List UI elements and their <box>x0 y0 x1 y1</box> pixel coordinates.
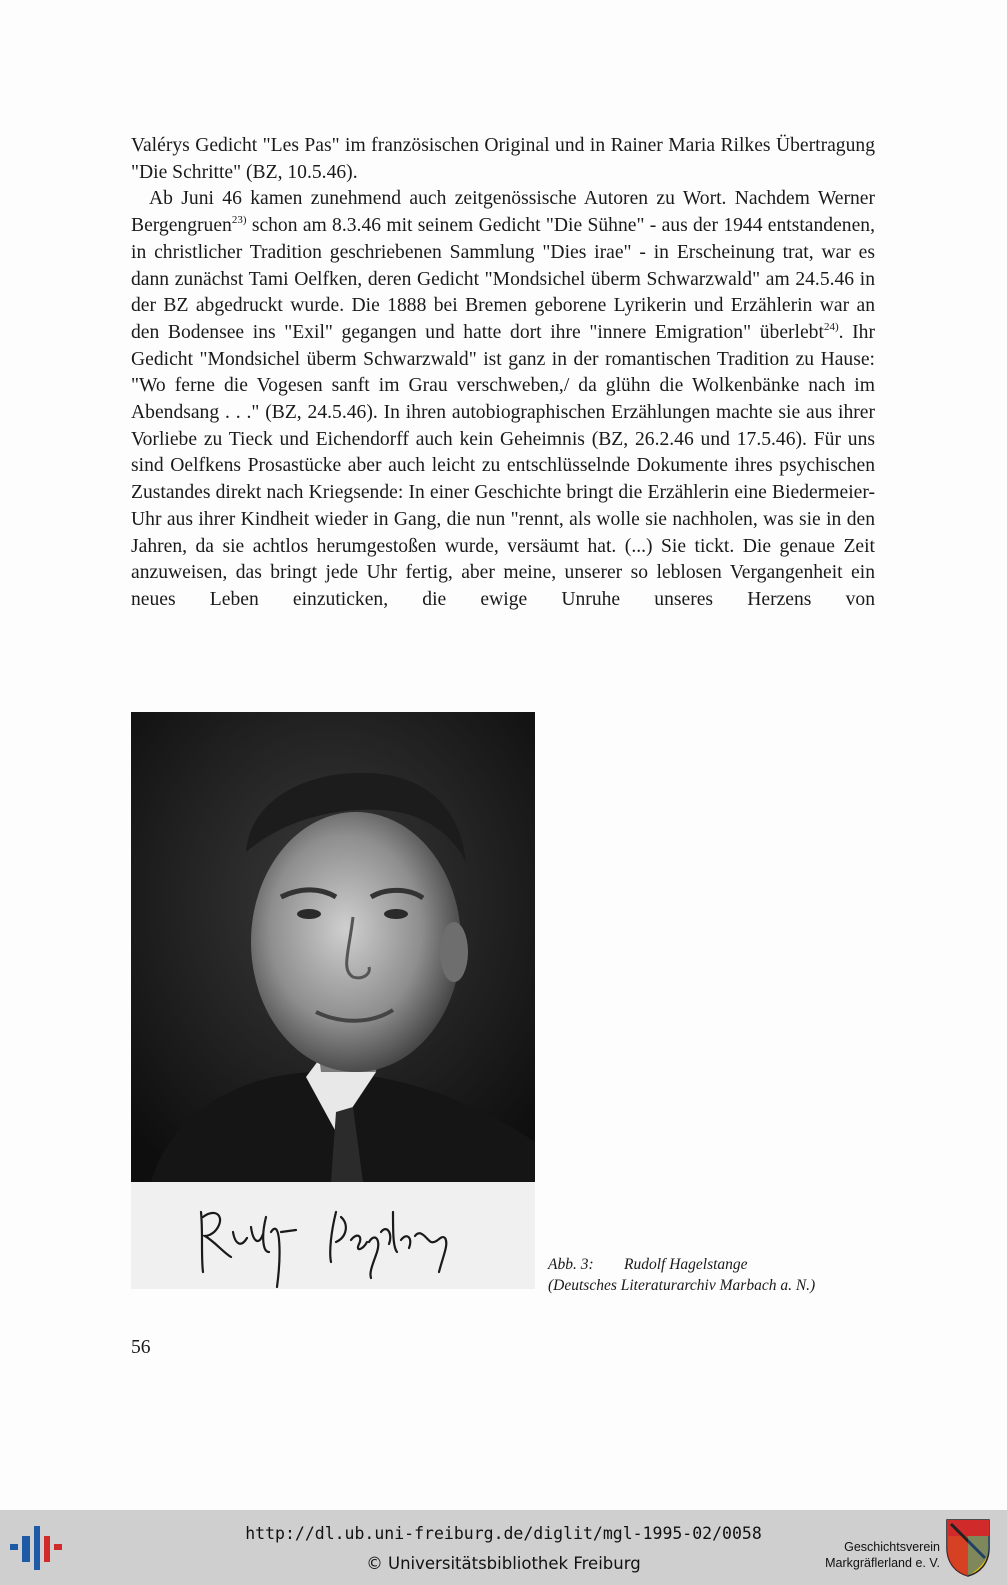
caption-line-1 <box>548 1254 878 1275</box>
coat-of-arms-icon <box>945 1518 991 1578</box>
portrait-photo <box>131 712 535 1289</box>
footnote-marker-24[interactable]: 24) <box>823 320 839 333</box>
document-url-link[interactable]: http://dl.ub.uni-freiburg.de/diglit/mgl-1995-02/0058 <box>245 1524 762 1543</box>
footnote-marker-23[interactable]: 23) <box>231 214 247 227</box>
figure-label: Abb. 3: <box>548 1256 594 1273</box>
figure-name: Rudolf Hagelstange <box>624 1256 748 1273</box>
paragraph-2-part-3: . Ihr Gedicht "Mondsichel überm Schwarzwald" ist ganz in der romantischen Tradition zu Hause: "Wo ferne die Vogesen sanft im Grau verschweben,/ da glühn die Wolkenbänke nach im Abendsang . . ." (BZ, 24.5.46). In ihren autobiographischen Erzählungen machte sie aus ihrer Vorliebe zu Tieck und Eichendorff auch kein Geheimnis (BZ, 26.2.46 und 17.5.46). Für uns sind Oelfkens Prosastücke aber auch leicht zu entschlüsselnde Dokumente ihres psychischen Zustandes direkt nach Kriegsende: In einer Geschichte bringt die Erzählerin eine Biedermeier-Uhr aus ihrer Kindheit wieder in Gang, die nun "rennt, als wolle sie nachholen, was sie in den Jahren, da sie achtlos herumgestoßen wurde, versäumt hat. (...) Sie tickt. Die genaue Zeit anzuweisen, das bringt jede Uhr fertig, aber meine, unserer so leblosen Vergangenheit ein neues Leben einzuticken, die ewige Unruhe unseres Herzens von <box>131 321 875 610</box>
portrait-image <box>131 712 535 1289</box>
paragraph-1: Valérys Gedicht "Les Pas" im französischen Original und in Rainer Maria Rilkes Übertragung "Die Schritte" (BZ, 10.5.46). <box>131 135 875 183</box>
figure-caption <box>548 1254 878 1296</box>
paragraph-2 <box>131 186 875 613</box>
society-name-line-1: Geschichtsverein <box>844 1540 940 1554</box>
caption-source: (Deutsches Literaturarchiv Marbach a. N.) <box>548 1277 816 1294</box>
society-name <box>812 1539 940 1571</box>
paragraph-2-part-2: schon am 8.3.46 mit seinem Gedicht "Die Sühne" - aus der 1944 entstandenen, in christlicher Tradition geschriebenen Sammlung "Dies irae" - in Erscheinung trat, war es dann zunächst Tami Oelfken, deren Gedicht "Mondsichel überm Schwarzwald" am 24.5.46 in der BZ abgedruckt wurde. Die 1888 bei Bremen geborene Lyrikerin und Erzählerin war an den Bodensee ins "Exil" gegangen und hatte dort ihre "innere Emigration" überlebt <box>131 215 875 343</box>
viewer-footer <box>0 1510 1007 1585</box>
paragraph-2-part-1: Ab Juni 46 kamen zunehmend auch zeitgenössische Autoren zu Wort. Nachdem Werner Bergengruen <box>131 188 875 237</box>
copyright-text: © Universitätsbibliothek Freiburg <box>366 1554 641 1573</box>
page-number: 56 <box>131 1337 151 1358</box>
body-text <box>131 133 875 614</box>
society-name-line-2: Markgräflerland e. V. <box>825 1556 940 1570</box>
